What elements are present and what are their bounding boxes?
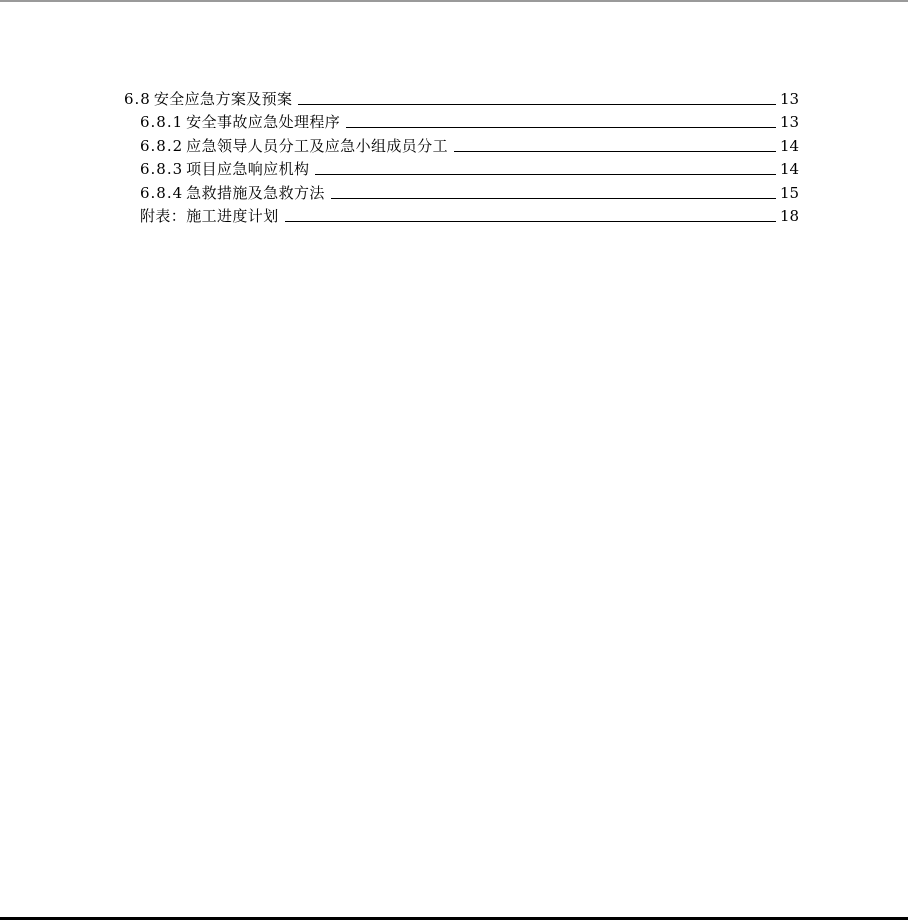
toc-leader-line [315, 173, 776, 175]
toc-entry-page: 15 [780, 183, 800, 202]
toc-entry[interactable] [0, 108, 908, 132]
toc-leader-line [285, 220, 776, 222]
toc-entry[interactable] [0, 202, 908, 226]
toc-leader-line [454, 150, 776, 152]
toc-entry-title: 安全应急方案及预案 [153, 89, 293, 108]
page-bottom-edge [0, 917, 908, 920]
toc-entry-number: 6.8.3 [140, 160, 184, 178]
toc-leader-line [346, 126, 776, 128]
toc-entry-title: 安全事故应急处理程序 [186, 113, 341, 131]
toc-entry[interactable] [0, 155, 908, 179]
toc-entry-page: 14 [780, 136, 800, 155]
toc-entry-page: 14 [780, 160, 800, 178]
toc-entry-title: 附表：施工进度计划 [140, 207, 279, 225]
toc-entry[interactable] [0, 131, 908, 155]
toc-entry-number: 6.8.4 [140, 183, 184, 202]
toc-leader-line [298, 103, 776, 105]
toc-entry-title: 项目应急响应机构 [186, 160, 310, 178]
toc-entry-title: 急救措施及急救方法 [186, 183, 325, 202]
toc-entry-number: 6.8.1 [140, 113, 184, 131]
toc-leader-line [331, 197, 776, 199]
table-of-contents [0, 84, 908, 225]
toc-entry-title: 应急领导人员分工及应急小组成员分工 [186, 136, 448, 155]
toc-entry-page: 13 [780, 113, 800, 131]
toc-entry[interactable] [0, 178, 908, 202]
toc-entry-number: 6.8 [124, 89, 151, 108]
toc-entry[interactable] [0, 84, 908, 108]
toc-entry-page: 18 [780, 207, 800, 225]
toc-entry-page: 13 [780, 89, 800, 108]
page-top-edge [0, 0, 908, 2]
toc-entry-number: 6.8.2 [140, 136, 184, 155]
